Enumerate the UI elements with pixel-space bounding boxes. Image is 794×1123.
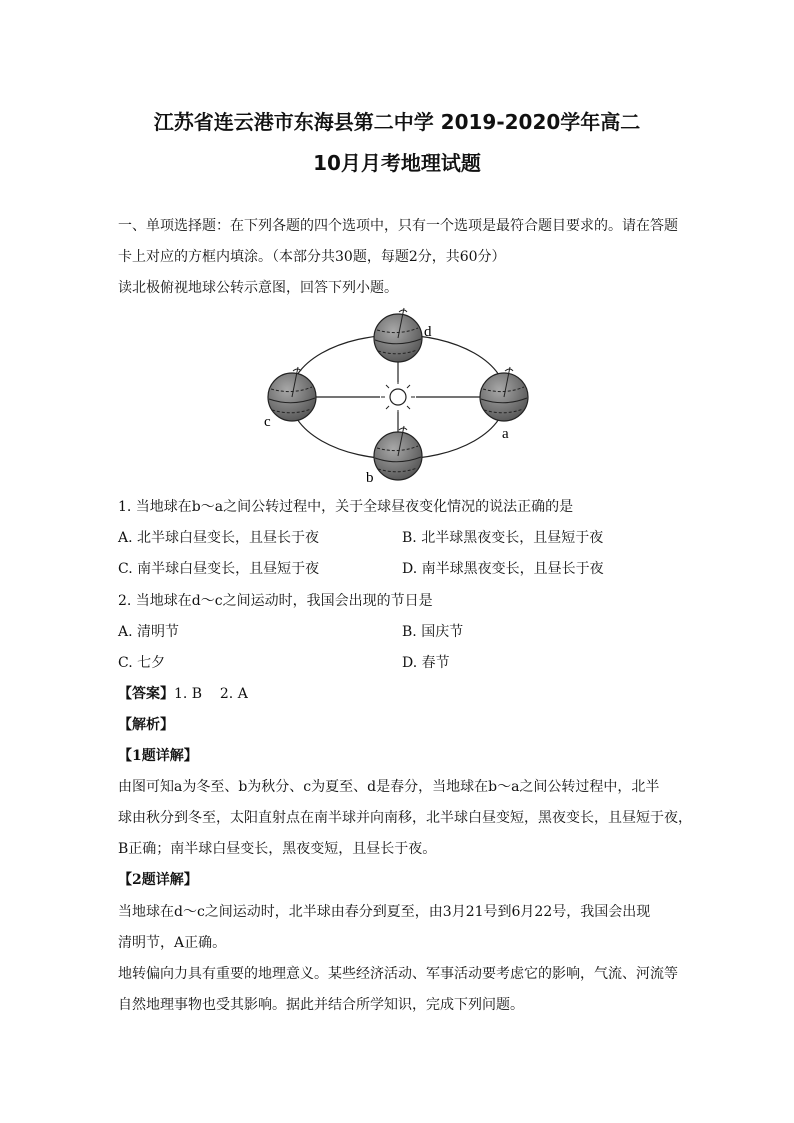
sun-icon bbox=[381, 380, 415, 414]
question-1-option-a: A. 北半球白昼变长，且昼长于夜 bbox=[118, 530, 320, 546]
passage-intro: 读北极俯视地球公转示意图，回答下列小题。 bbox=[118, 280, 398, 296]
answer-line bbox=[118, 684, 678, 704]
label-c: c bbox=[264, 414, 271, 430]
earth-revolution-diagram bbox=[258, 306, 538, 488]
label-d: d bbox=[424, 324, 432, 340]
question-1-option-b: B. 北半球黑夜变长，且昼短于夜 bbox=[402, 530, 604, 546]
q2-detail-line1: 当地球在d～c之间运动时，北半球由春分到夏至，由3月21号到6月22号，我国会出现 bbox=[118, 904, 651, 920]
question-1-option-c: C. 南半球白昼变长，且昼短于夜 bbox=[118, 561, 320, 577]
label-a: a bbox=[502, 426, 509, 442]
earth-a-icon bbox=[480, 367, 528, 421]
section-heading-line2: 卡上对应的方框内填涂。（本部分共30题，每题2分，共60分） bbox=[118, 249, 506, 265]
exam-title-line2: 10月月考地理试题 bbox=[313, 151, 481, 175]
q1-detail-line3: B正确；南半球白昼变长，黑夜变短，且昼长于夜。 bbox=[118, 841, 437, 857]
next-passage-line2: 自然地理事物也受其影响。据此并结合所学知识，完成下列问题。 bbox=[118, 997, 524, 1013]
earth-d-icon bbox=[374, 308, 422, 362]
label-b: b bbox=[366, 470, 374, 486]
q1-detail-label: 【1题详解】 bbox=[118, 748, 198, 764]
question-2-option-c: C. 七夕 bbox=[118, 655, 166, 671]
q1-detail-line1: 由图可知a为冬至、b为秋分、c为夏至、d是春分，当地球在b～a之间公转过程中，北半 bbox=[118, 779, 660, 795]
q2-detail-label: 【2题详解】 bbox=[118, 872, 198, 888]
q2-detail-line2: 清明节，A正确。 bbox=[118, 935, 227, 951]
answer-label: 【答案】 bbox=[118, 686, 174, 702]
question-2-stem: 2. 当地球在d～c之间运动时，我国会出现的节日是 bbox=[118, 593, 433, 609]
section-heading-line1: 一、单项选择题：在下列各题的四个选项中，只有一个选项是最符合题目要求的。请在答题 bbox=[118, 218, 678, 234]
earth-b-icon bbox=[374, 426, 422, 480]
question-2-option-a: A. 清明节 bbox=[118, 624, 180, 640]
question-2-option-d: D. 春节 bbox=[402, 655, 450, 671]
question-1-stem: 1. 当地球在b～a之间公转过程中，关于全球昼夜变化情况的说法正确的是 bbox=[118, 499, 574, 515]
q1-detail-line2: 球由秋分到冬至，太阳直射点在南半球并向南移，北半球白昼变短，黑夜变长，且昼短于夜， bbox=[118, 810, 692, 826]
answer-values: 1. B 2. A bbox=[174, 686, 248, 702]
analysis-label: 【解析】 bbox=[118, 717, 174, 733]
question-2-option-b: B. 国庆节 bbox=[402, 624, 464, 640]
earth-c-icon bbox=[268, 367, 316, 421]
question-1-option-d: D. 南半球黑夜变长，且昼长于夜 bbox=[402, 561, 604, 577]
next-passage-line1: 地转偏向力具有重要的地理意义。某些经济活动、军事活动要考虑它的影响，气流、河流等 bbox=[118, 966, 678, 982]
exam-title-line1: 江苏省连云港市东海县第二中学 2019-2020学年高二 bbox=[153, 110, 641, 134]
